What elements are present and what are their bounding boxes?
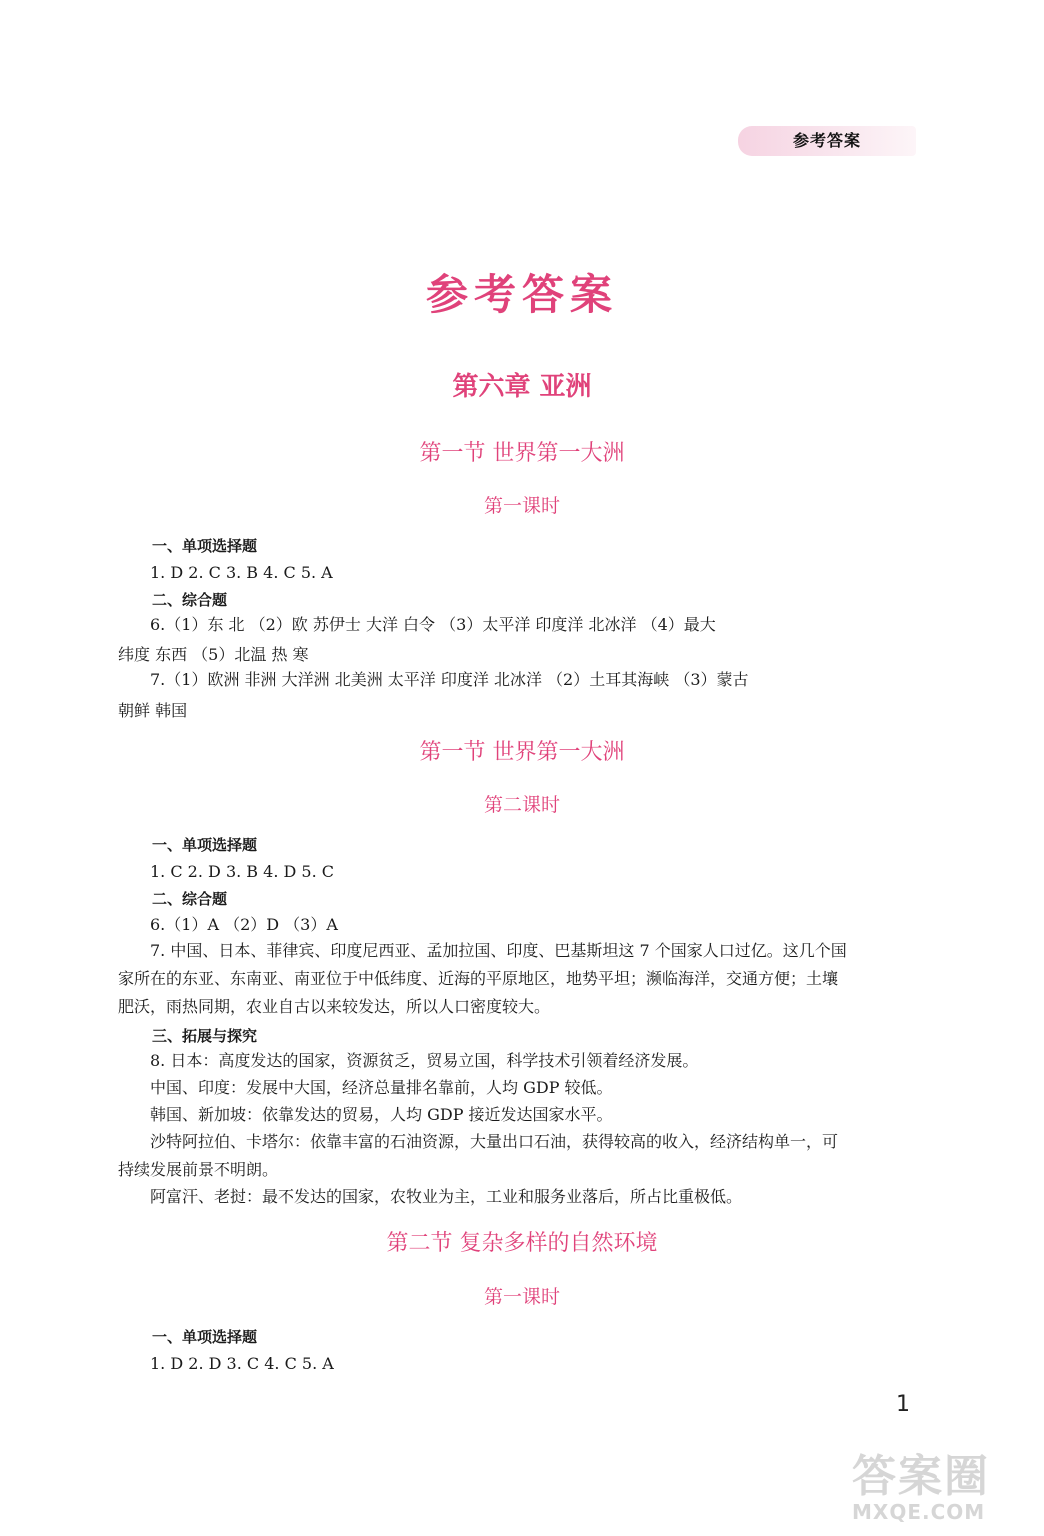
answer-line: 7.（1）欧洲 非洲 大洋洲 北美洲 太平洋 印度洋 北冰洋 （2）土耳其海峡 （3）蒙古 — [150, 670, 749, 689]
answer-line: 1. D 2. D 3. C 4. C 5. A — [150, 1354, 334, 1373]
lesson-title: 第一课时 — [483, 1286, 560, 1308]
answer-line: 1. D 2. C 3. B 4. C 5. A — [150, 563, 333, 582]
question-heading: 二、综合题 — [152, 591, 228, 609]
answer-line: 6.（1）东 北 （2）欧 苏伊士 大洋 白令 （3）太平洋 印度洋 北冰洋 （4）最大 — [150, 615, 716, 634]
question-heading: 三、拓展与探究 — [152, 1027, 258, 1045]
section-title: 第一节 世界第一大洲 — [419, 740, 625, 765]
answer-line: 沙特阿拉伯、卡塔尔：依靠丰富的石油资源，大量出口石油，获得较高的收入，经济结构单一，可 — [150, 1132, 839, 1151]
question-heading: 一、单项选择题 — [152, 836, 258, 854]
watermark-logo — [852, 1440, 1032, 1530]
section-title: 第二节 复杂多样的自然环境 — [386, 1231, 658, 1256]
answer-line: 中国、印度：发展中大国，经济总量排名靠前，人均 GDP 较低。 — [150, 1078, 613, 1097]
lesson-title: 第一课时 — [483, 495, 560, 517]
chapter-title: 第六章 亚洲 — [452, 372, 592, 402]
answer-line: 朝鲜 韩国 — [118, 701, 188, 720]
answer-line: 7. 中国、日本、菲律宾、印度尼西亚、孟加拉国、印度、巴基斯坦这 7 个国家人口过亿。这几个国 — [150, 941, 847, 960]
lesson-title: 第二课时 — [483, 794, 560, 816]
answer-line: 8. 日本：高度发达的国家，资源贫乏，贸易立国，科学技术引领着经济发展。 — [150, 1051, 699, 1070]
watermark-url: MXQE.COM — [852, 1500, 986, 1524]
section-title: 第一节 世界第一大洲 — [419, 441, 625, 466]
answer-line: 韩国、新加坡：依靠发达的贸易，人均 GDP 接近发达国家水平。 — [150, 1105, 613, 1124]
page-title: 参考答案 — [425, 270, 618, 319]
answer-line: 持续发展前景不明朗。 — [118, 1160, 279, 1179]
page-number: 1 — [896, 1392, 910, 1417]
watermark-text: 答案圈 — [852, 1451, 990, 1502]
answer-line: 6.（1）A （2）D （3）A — [150, 915, 338, 934]
question-heading: 二、综合题 — [152, 890, 228, 908]
answer-line: 肥沃，雨热同期，农业自古以来较发达，所以人口密度较大。 — [118, 997, 551, 1016]
answer-line: 1. C 2. D 3. B 4. D 5. C — [150, 862, 334, 881]
answer-line: 阿富汗、老挝：最不发达的国家，农牧业为主，工业和服务业落后，所占比重极低。 — [150, 1187, 743, 1206]
question-heading: 一、单项选择题 — [152, 537, 258, 555]
question-heading: 一、单项选择题 — [152, 1328, 258, 1346]
answer-line: 家所在的东亚、东南亚、南亚位于中低纬度、近海的平原地区，地势平坦；濒临海洋，交通方便；土壤 — [118, 969, 839, 988]
answer-line: 纬度 东西 （5）北温 热 寒 — [118, 645, 309, 664]
header-tab: 参考答案 — [738, 126, 916, 156]
